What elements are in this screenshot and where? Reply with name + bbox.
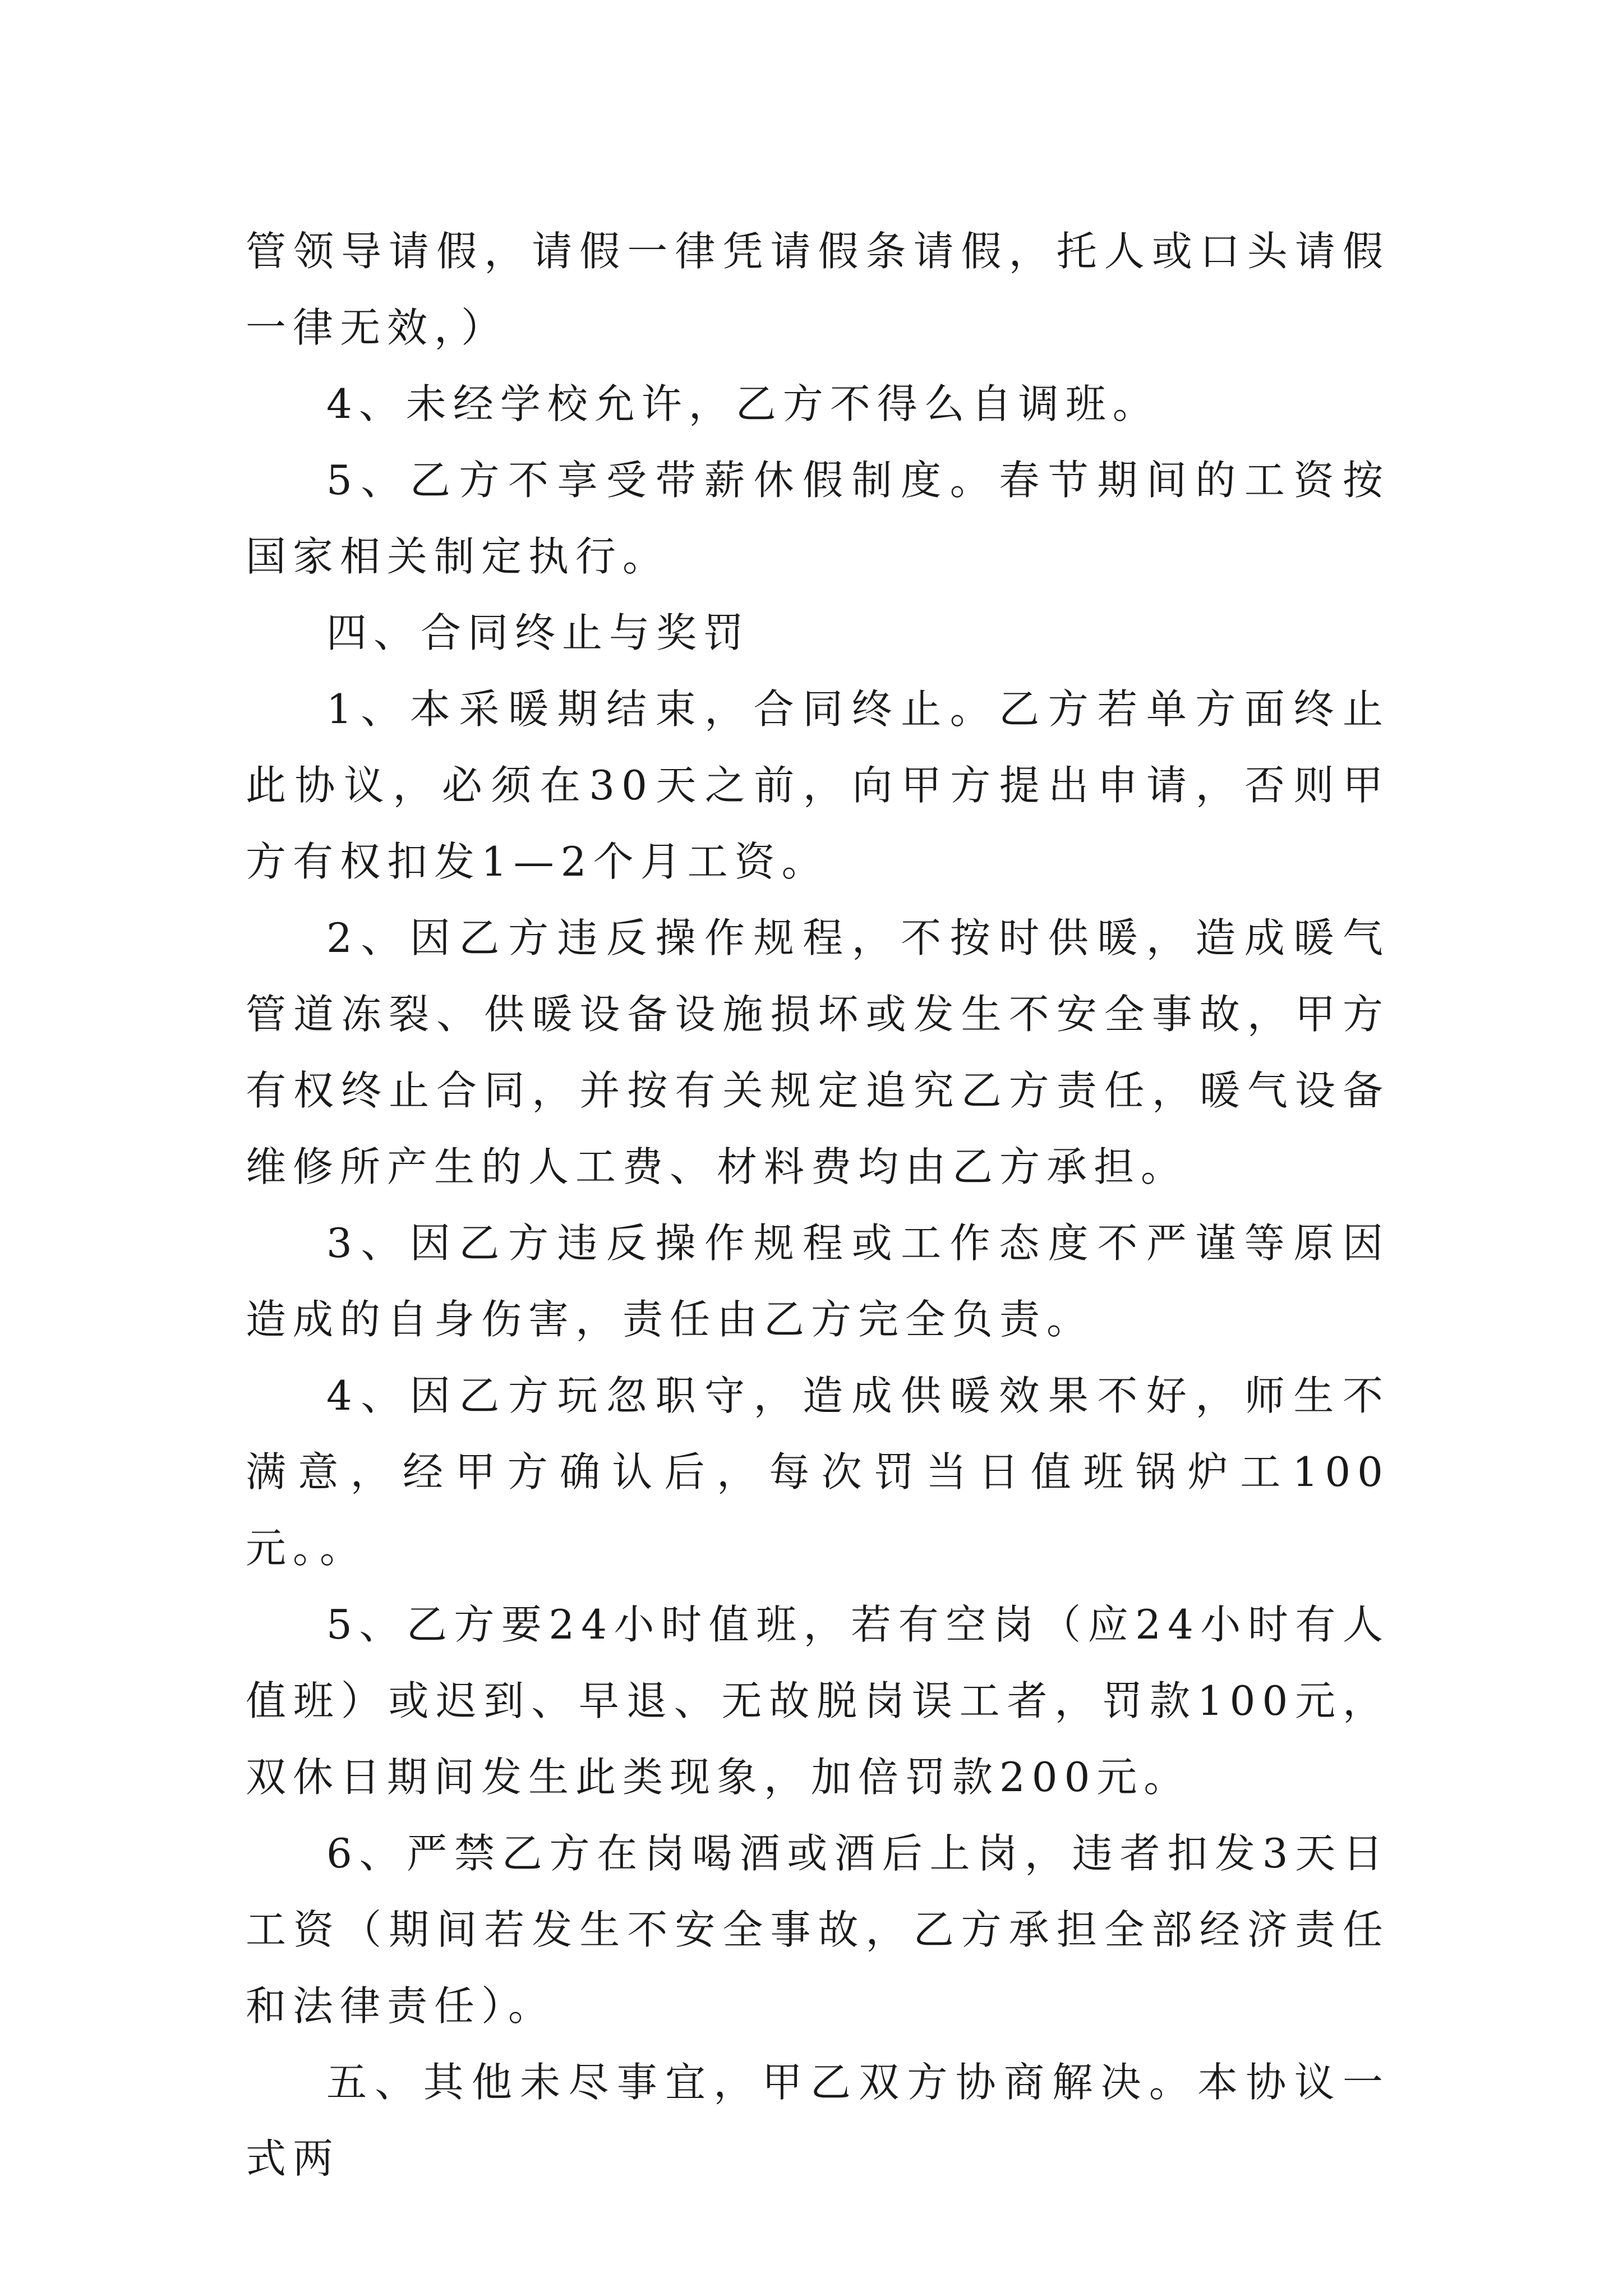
paragraph-leave-policy-continued: 管领导请假，请假一律凭请假条请假，托人或口头请假一律无效，）: [246, 228, 1390, 351]
paragraph-termination-4: 4、因乙方玩忽职守，造成供暖效果不好，师生不满意，经甲方确认后，每次罚当日值班锅炉工100元。。: [246, 1372, 1390, 1572]
document-body: [246, 213, 1390, 2197]
paragraph-termination-1: 1、本采暖期结束，合同终止。乙方若单方面终止此协议，必须在30天之前，向甲方提出申请，否则甲方有权扣发1—2个月工资。: [246, 685, 1390, 885]
section-heading-termination: 四、合同终止与奖罚: [326, 609, 751, 656]
paragraph-item-5-paid-leave: 5、乙方不享受带薪休假制度。春节期间的工资按国家相关制定执行。: [246, 457, 1390, 580]
paragraph-termination-3: 3、因乙方违反操作规程或工作态度不严谨等原因造成的自身伤害，责任由乙方完全负责。: [246, 1220, 1390, 1343]
section-heading-other-matters: 五、其他未尽事宜，甲乙双方协商解决。本协议一式两: [246, 2059, 1390, 2182]
paragraph-termination-2: 2、因乙方违反操作规程，不按时供暖，造成暖气管道冻裂、供暖设备设施损坏或发生不安全事故，甲方有权终止合同，并按有关规定追究乙方责任，暖气设备维修所产生的人工费、材料费均由乙方承担。: [246, 914, 1390, 1190]
paragraph-termination-5: 5、乙方要24小时值班，若有空岗（应24小时有人值班）或迟到、早退、无故脱岗误工者，罚款100元，双休日期间发生此类现象，加倍罚款200元。: [246, 1601, 1390, 1801]
paragraph-item-4-shift-swap: 4、未经学校允许，乙方不得么自调班。: [326, 380, 1160, 427]
paragraph-termination-6: 6、严禁乙方在岗喝酒或酒后上岗，违者扣发3天日工资（期间若发生不安全事故，乙方承担全部经济责任和法律责任）。: [246, 1830, 1390, 2030]
